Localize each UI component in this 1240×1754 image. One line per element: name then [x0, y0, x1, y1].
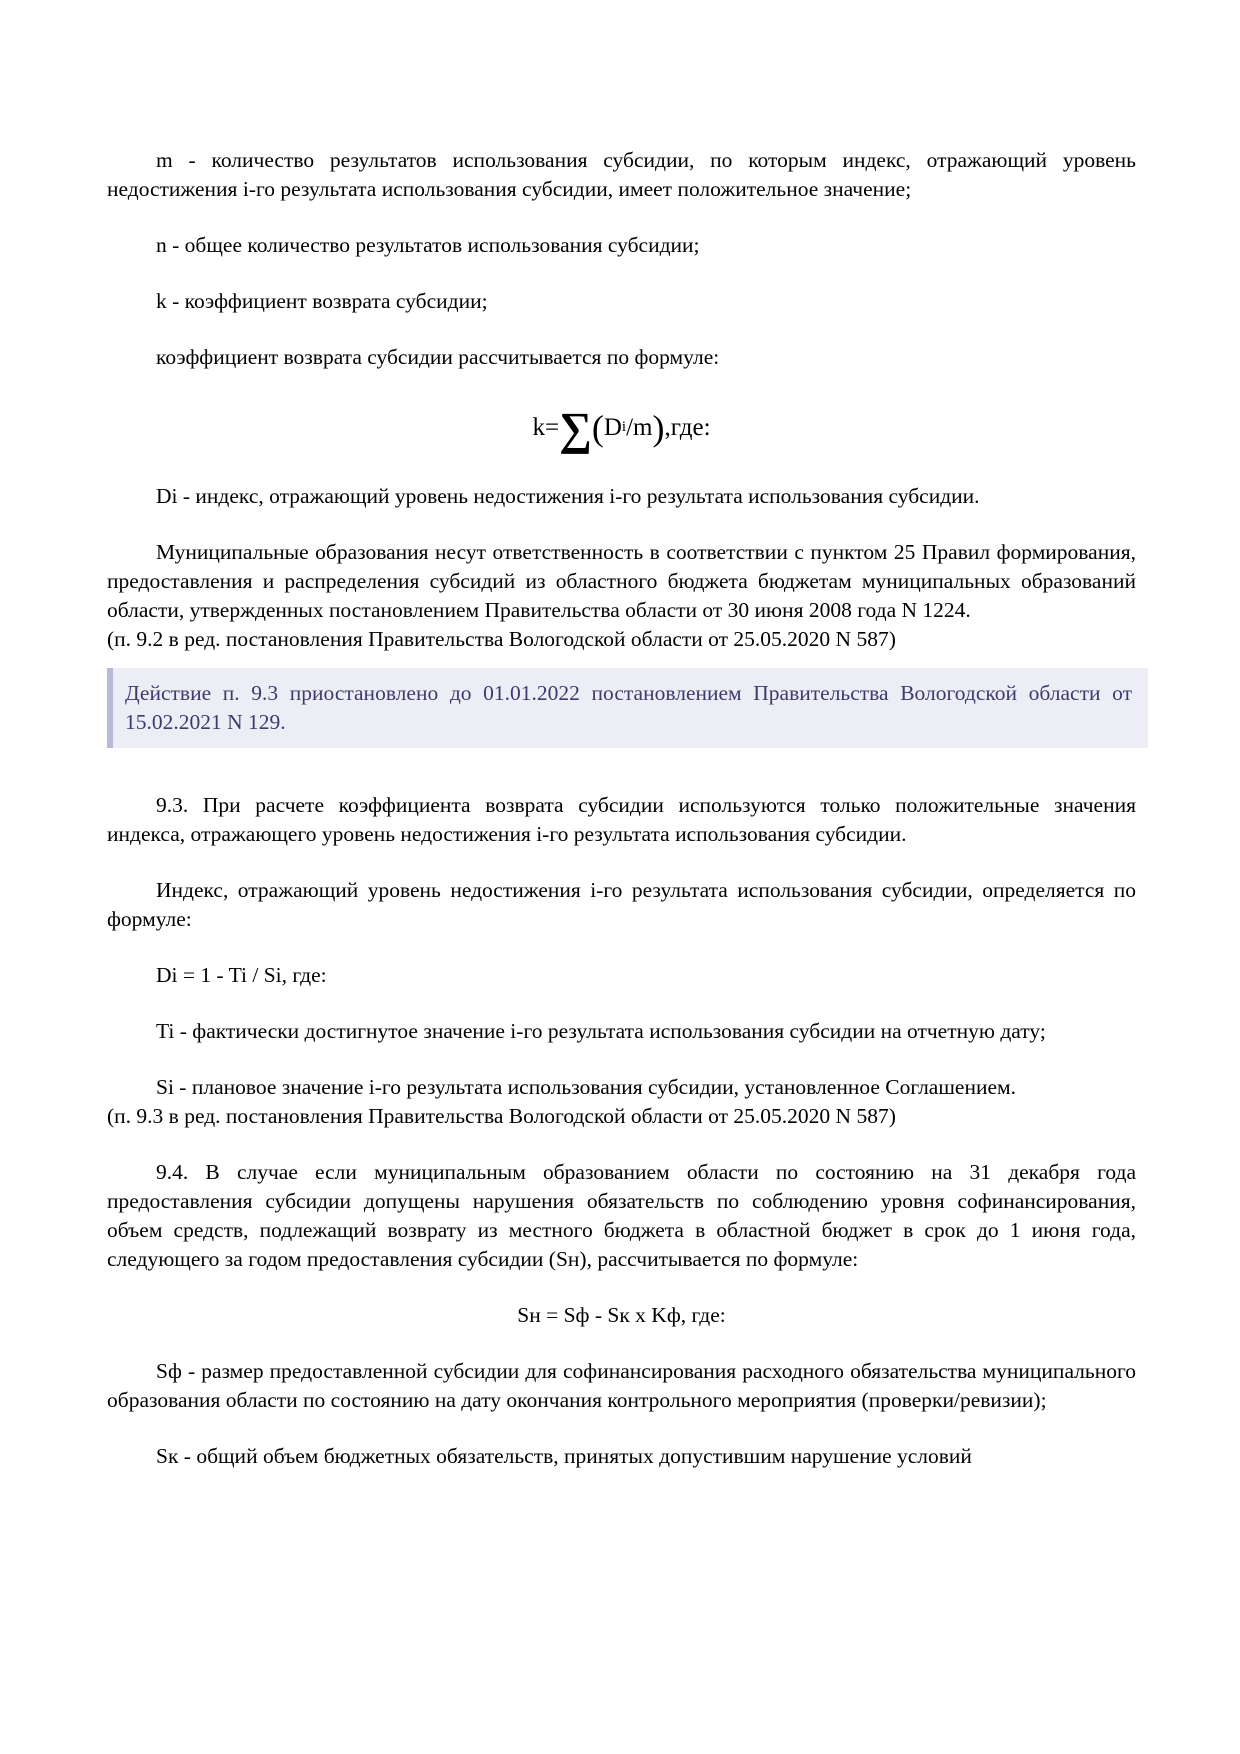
- formula-sn: Sн = Sф - Sк x Kф, где:: [517, 1303, 726, 1327]
- formula-k-close-paren: ): [652, 408, 665, 448]
- formula-return-coefficient: [107, 399, 1136, 455]
- paragraph-municipal-responsibility: Муниципальные образования несут ответственность в соответствии с пунктом 25 Правил формирования, предоставления и распределения субсидий из областного бюджета бюджетам муниципальных образований области, утвержденных постановлением Правительства области от 30 июня 2008 года N 1224.: [107, 540, 1136, 622]
- formula-k-arg-base: D: [603, 413, 622, 441]
- paragraph-n-definition: n - общее количество результатов использования субсидии;: [156, 233, 700, 257]
- formula-k-lhs: k=: [532, 413, 560, 441]
- paragraph-k-definition: k - коэффициент возврата субсидии;: [156, 289, 488, 313]
- formula-k-open-paren: (: [591, 408, 604, 448]
- suspension-notice: [107, 668, 1148, 748]
- note-revision-9-3: (п. 9.3 в ред. постановления Правительства Вологодской области от 25.05.2020 N 587): [107, 1104, 896, 1128]
- sigma-sum-symbol: ∑: [559, 403, 592, 454]
- paragraph-sk-definition: Sк - общий объем бюджетных обязательств, принятых допустившим нарушение условий: [156, 1444, 972, 1468]
- paragraph-sf-definition: Sф - размер предоставленной субсидии для софинансирования расходного обязательства муниципального образования области по состоянию на дату окончания контрольного мероприятия (проверки/ревизии);: [107, 1359, 1136, 1412]
- paragraph-9-4: 9.4. В случае если муниципальным образованием области по состоянию на 31 декабря года предоставления субсидии допущены нарушения обязательств по соблюдению уровня софинансирования, объем средств, подлежащий возврату из местного бюджета в областной бюджет в срок до 1 июня года, следующего за годом предоставления субсидии (Sн), рассчитывается по формуле:: [107, 1160, 1136, 1271]
- formula-di: Di = 1 - Ti / Si, где:: [156, 963, 327, 987]
- note-revision-9-2: (п. 9.2 в ред. постановления Правительства Вологодской области от 25.05.2020 N 587): [107, 627, 896, 651]
- suspension-notice-text: Действие п. 9.3 приостановлено до 01.01.2022 постановлением Правительства Вологодской области от 15.02.2021 N 129.: [125, 681, 1132, 734]
- paragraph-index-intro: Индекс, отражающий уровень недостижения i-го результата использования субсидии, определяется по формуле:: [107, 878, 1136, 931]
- paragraph-ti-definition: Ti - фактически достигнутое значение i-го результата использования субсидии на отчетную дату;: [156, 1019, 1046, 1043]
- paragraph-coefficient-intro: коэффициент возврата субсидии рассчитывается по формуле:: [156, 345, 720, 369]
- formula-k-tail: ,где:: [664, 413, 711, 441]
- paragraph-di-definition: Di - индекс, отражающий уровень недостижения i-го результата использования субсидии.: [156, 484, 980, 508]
- paragraph-si-definition: Si - плановое значение i-го результата использования субсидии, установленное Соглашением.: [156, 1075, 1016, 1099]
- paragraph-m-definition: m - количество результатов использования субсидии, по которым индекс, отражающий уровень недостижения i-го результата использования субсидии, имеет положительное значение;: [107, 148, 1136, 201]
- paragraph-9-3: 9.3. При расчете коэффициента возврата субсидии используются только положительные значения индекса, отражающего уровень недостижения i-го результата использования субсидии.: [107, 793, 1136, 846]
- formula-k-arg-subscript: i: [621, 418, 627, 435]
- formula-k-arg-rest: /m: [626, 413, 653, 441]
